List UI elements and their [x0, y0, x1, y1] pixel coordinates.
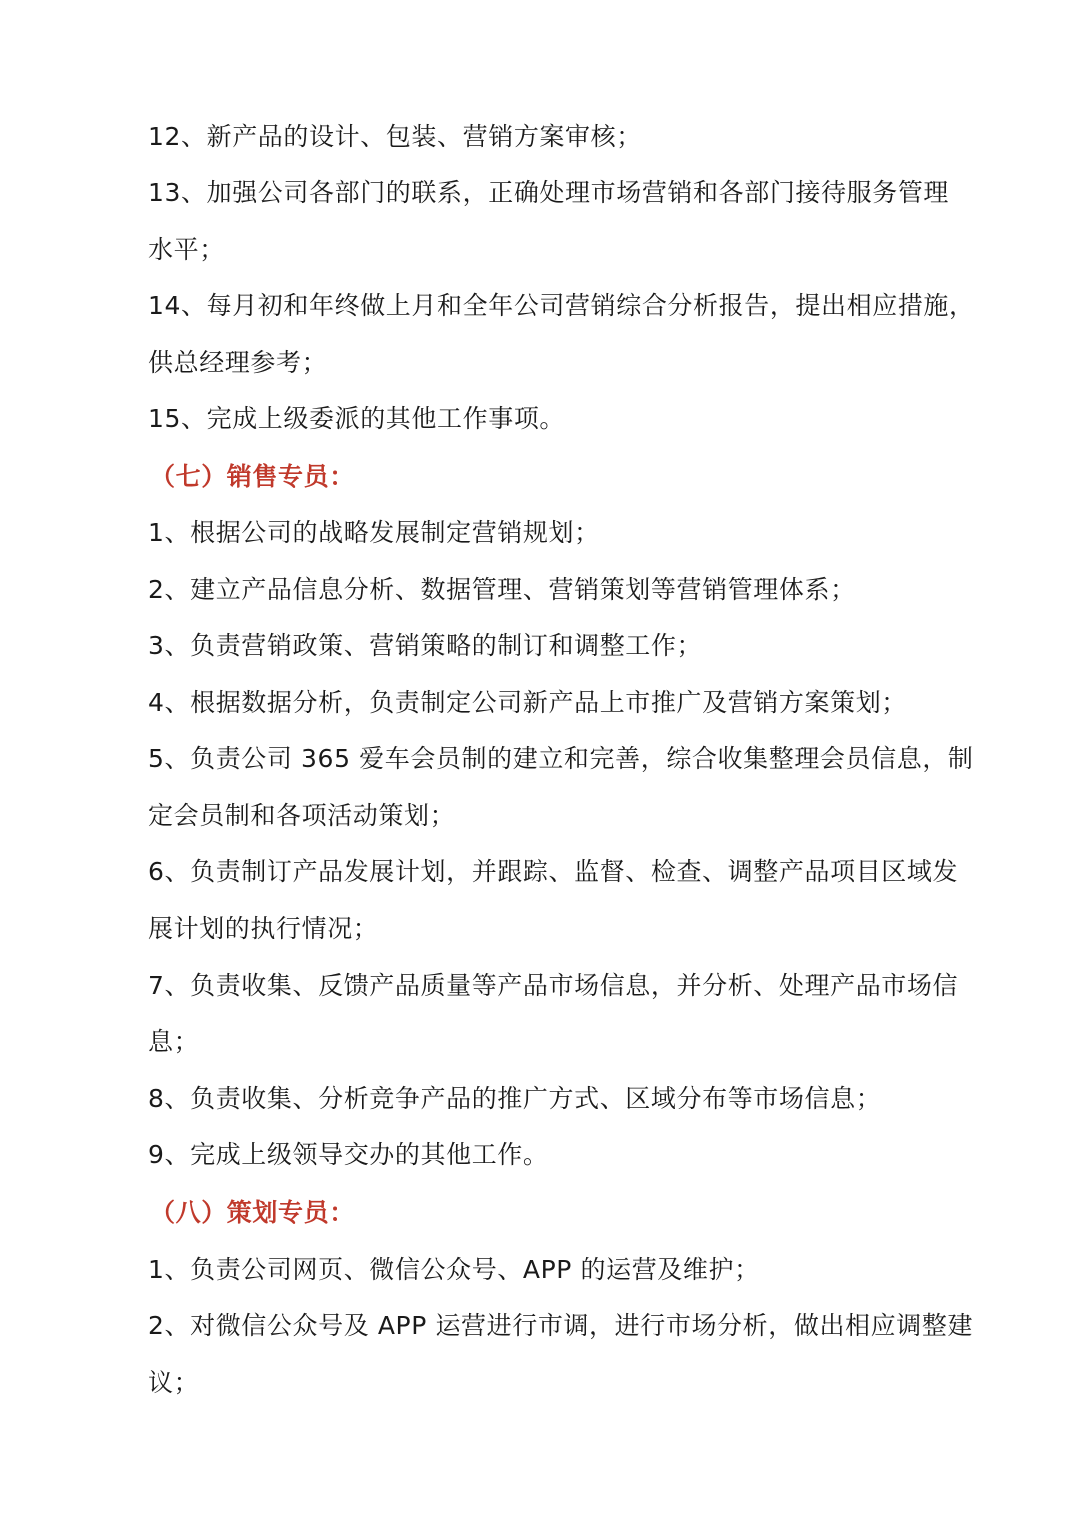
list-item: 3、负责营销政策、营销策略的制订和调整工作；	[148, 631, 703, 660]
list-item: 8、负责收集、分析竞争产品的推广方式、区域分布等市场信息；	[148, 1084, 882, 1113]
list-item: 9、完成上级领导交办的其他工作。	[148, 1140, 549, 1169]
list-item: 15、完成上级委派的其他工作事项。	[148, 404, 566, 433]
list-item: 息；	[148, 1027, 200, 1056]
list-item: 4、根据数据分析，负责制定公司新产品上市推广及营销方案策划；	[148, 688, 907, 717]
section-heading-sales: （七）销售专员：	[150, 462, 355, 491]
list-item: 13、加强公司各部门的联系，正确处理市场营销和各部门接待服务管理	[148, 178, 950, 207]
list-item: 水平；	[148, 235, 225, 264]
list-item: 供总经理参考；	[148, 348, 328, 377]
list-item: 1、根据公司的战略发展制定营销规划；	[148, 518, 600, 547]
list-item: 14、每月初和年终做上月和全年公司营销综合分析报告，提出相应措施，	[148, 291, 975, 320]
list-item: 2、对微信公众号及 APP 运营进行市调，进行市场分析，做出相应调整建	[148, 1311, 974, 1340]
list-item: 1、负责公司网页、微信公众号、APP 的运营及维护；	[148, 1255, 760, 1284]
list-item: 12、新产品的设计、包装、营销方案审核；	[148, 122, 642, 151]
list-item: 定会员制和各项活动策划；	[148, 801, 456, 830]
section-heading-planning: （八）策划专员：	[150, 1198, 355, 1227]
list-item: 议；	[148, 1368, 200, 1397]
list-item: 展计划的执行情况；	[148, 914, 379, 943]
list-item: 6、负责制订产品发展计划，并跟踪、监督、检查、调整产品项目区域发	[148, 857, 959, 886]
list-item: 5、负责公司 365 爱车会员制的建立和完善，综合收集整理会员信息，制	[148, 744, 974, 773]
list-item: 2、建立产品信息分析、数据管理、营销策划等营销管理体系；	[148, 575, 856, 604]
list-item: 7、负责收集、反馈产品质量等产品市场信息，并分析、处理产品市场信	[148, 971, 959, 1000]
